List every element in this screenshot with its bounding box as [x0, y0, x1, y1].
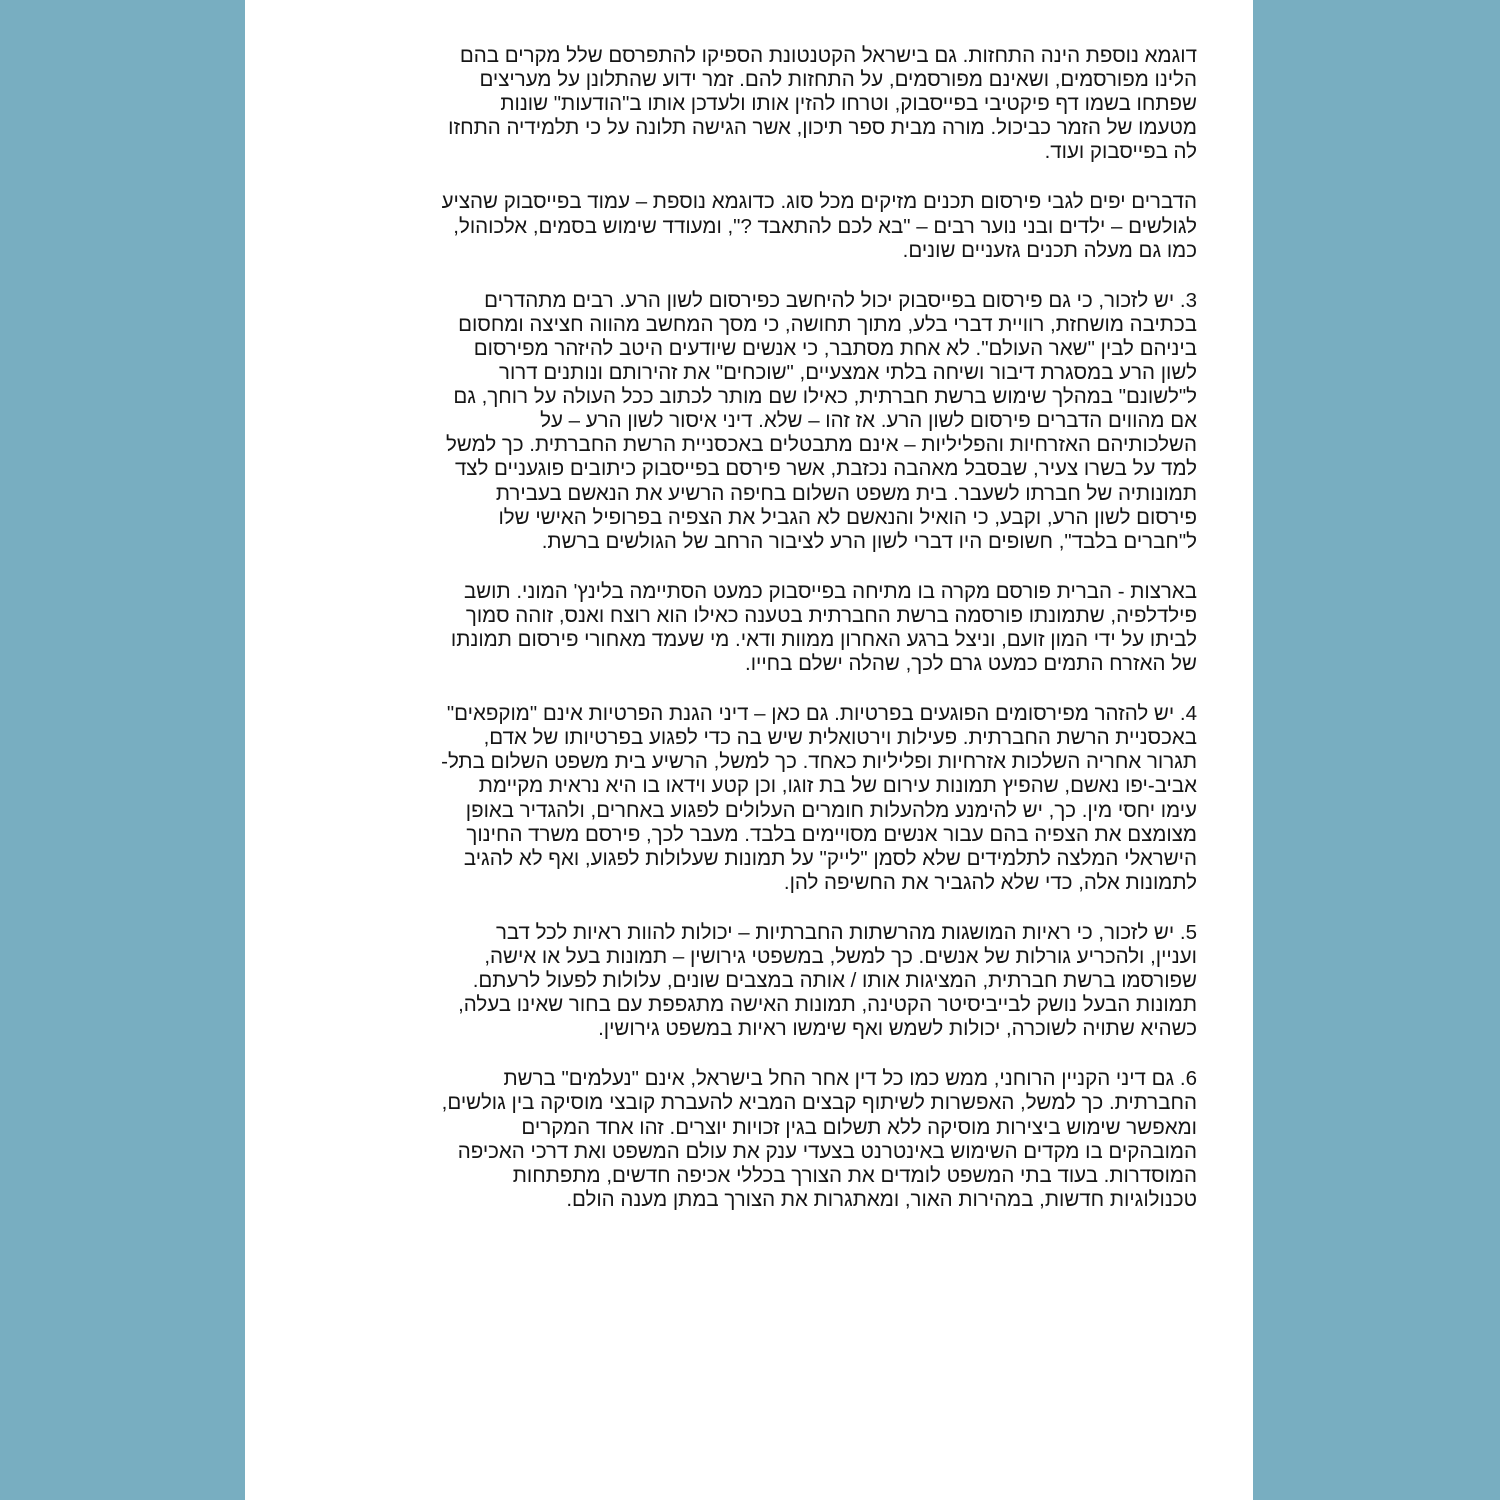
text-line: 3. יש לזכור, כי גם פירסום בפייסבוק יכול להיחשב כפירסום לשון הרע. רבים מתהדרים [484, 288, 1197, 312]
paragraph-section-6-intellectual-property [309, 1067, 1197, 1212]
text-line: מצומצם את הצפיה בהם עבור אנשים מסויימים בלבד. מעבר לכך, פירסם משרד החינוך [466, 822, 1197, 846]
text-line: טכנולוגיות חדשות, במהירות האור, ומאתגרות את הצורך במתן מענה הולם. [566, 1187, 1197, 1211]
text-line: פירסום לשון הרע, וקבע, כי הואיל והנאשם לא הגביל את הצפיה בפרופיל האישי שלו [498, 505, 1197, 529]
text-line: עימו יחסי מין. כך, יש להימנע מלהעלות חומרים העלולים לפגוע באחרים, ולהגדיר באופן [465, 798, 1197, 822]
text-line: לביתו על ידי המון זועם, וניצל ברגע האחרון ממוות ודאי. מי שעמד מאחורי פירסום תמונתו [450, 627, 1197, 651]
text-line: כמו גם מעלה תכנים גזעניים שונים. [902, 238, 1197, 262]
text-line: הישראלי המלצה לתלמידים שלא לסמן "לייק" על תמונות שעלולות לפגוע, ואף לא להגיב [463, 846, 1197, 870]
text-line: ל"חברים בלבד", חשופים היו דברי לשון הרע לציבור הרחב של הגולשים ברשת. [541, 529, 1197, 553]
text-line: אביב-יפו נאשם, שהפיץ תמונות עירום של בת זוגו, וכן קטע וידאו בו היא נראית מקיימת [478, 774, 1197, 798]
text-line: השלכותיהם האזרחיות והפליליות – אינם מתבטלים באכסניית הרשת החברתית. כך למשל [446, 433, 1197, 457]
text-line: ומאפשר שימוש ביצירות מוסיקה ללא תשלום בגין זכויות יוצרים. זהו אחד המקרים [521, 1115, 1197, 1139]
text-line: שפתחו בשמו דף פיקטיבי בפייסבוק, וטרחו להזין אותו ולעדכן אותו ב"הודעות" שונות [500, 92, 1197, 116]
text-line: באכסניית הרשת החברתית. פעילות וירטואלית שיש בה כדי לפגוע בפרטיותו של אדם, [483, 726, 1197, 750]
text-line: של האזרח התמים כמעט גרם לכך, שהלה ישלם בחייו. [745, 652, 1197, 676]
text-line: שפורסמו ברשת חברתית, המציגות אותו / אותה במצבים שונים, עלולות לפעול לרעתם. [472, 969, 1197, 993]
text-line: תמונותיה של חברתו לשעבר. בית משפט השלום בחיפה הרשיע את הנאשם בעבירת [495, 481, 1197, 505]
paragraph-impersonation [309, 44, 1197, 164]
text-line: למד על בשרו צעיר, שבסבל מאהבה נכזבת, אשר פירסם בפייסבוק כיתובים פוגעניים לצד [454, 457, 1197, 481]
text-line: אם מהווים הדברים פירסום לשון הרע. אז זהו – שלא. דיני איסור לשון הרע – על [540, 409, 1197, 433]
text-line: החברתית. כך למשל, האפשרות לשיתוף קבצים המביא להעברת קובצי מוסיקה בין גולשים, [441, 1091, 1197, 1115]
text-line: לשון הרע במסגרת דיבור ושיחה בלתי אמצעיים, "שוכחים" את זהירותם ונותנים דרור [499, 361, 1197, 385]
paragraph-section-4-privacy [309, 702, 1197, 895]
text-line: לתמונות אלה, כדי שלא להגביר את החשיפה להן. [783, 870, 1197, 894]
text-line: תגרור אחריה השלכות אזרחיות ופליליות כאחד. כך למשל, הרשיע בית משפט השלום בתל- [441, 750, 1197, 774]
text-line: ועניין, ולהכריע גורלות של אנשים. כך למשל, במשפטי גירושין – תמונות בעל או אישה, [484, 945, 1197, 968]
text-line: כשהיא שתויה לשוכרה, יכולות לשמש ואף שימשו ראיות במשפט גירושין. [598, 1017, 1197, 1041]
paragraph-section-3-defamation [309, 289, 1197, 554]
text-line: בארצות - הברית פורסם מקרה בו מתיחה בפייסבוק כמעט הסתיימה בלינץ' המוני. תושב [463, 579, 1197, 603]
text-line: המובהקים בו מקדים השימוש באינטרנט בצעדי ענק את עולם המשפט ואת דרכי האכיפה [457, 1139, 1197, 1163]
paragraph-usa-case [309, 580, 1197, 676]
text-line: לגולשים – ילדים ובני נוער רבים – "בא לכם להתאבד ?", ומעודד שימוש בסמים, אלכוהול, [453, 214, 1197, 238]
text-line: פילדלפיה, שתמונתו פורסמה ברשת החברתית בטענה כאילו הוא רוצח ואנס, זוהה סמוך [465, 603, 1197, 627]
text-line: תמונות הבעל נושק לבייביסיטר הקטינה, תמונות האישה מתגפפת עם בחור שאינו בעלה, [458, 993, 1197, 1017]
text-line: ל"לשונם" במהלך שימוש ברשת חברתית, כאילו שם מותר לכתוב ככל העולה על רוחך, גם [453, 385, 1197, 409]
paragraph-section-5-evidence [309, 921, 1197, 1041]
text-line: ביניהם לבין "שאר העולם". לא אחת מסתבר, כי אנשים שיודעים היטב להיזהר מפירסום [473, 336, 1197, 360]
text-line: 4. יש להזהר מפירסומים הפוגעים בפרטיות. גם כאן – דיני הגנת הפרטיות אינם "מוקפאים" [446, 702, 1197, 726]
text-line: בכתיבה מושחזת, רוויית דברי בלע, מתוך תחושה, כי מסך המחשב מהווה חציצה ומחסום [458, 312, 1197, 336]
text-line: 5. יש לזכור, כי ראיות המושגות מהרשתות החברתיות – יכולות להוות ראיות לכל דבר [495, 920, 1197, 944]
text-line: המוסדרות. בעוד בתי המשפט לומדים את הצורך בכללי אכיפה חדשים, מתפתחות [512, 1163, 1197, 1187]
paragraph-harmful-content [309, 190, 1197, 262]
text-line: לה בפייסבוק ועוד. [1044, 140, 1197, 164]
text-line: הלינו מפורסמים, ושאינם מפורסמים, על התחזות להם. זמר ידוע שהתלונן על מעריצים [479, 68, 1197, 92]
text-line: הדברים יפים לגבי פירסום תכנים מזיקים מכל סוג. כדוגמא נוספת – עמוד בפייסבוק שהציע [441, 190, 1197, 214]
text-line: 6. גם דיני הקניין הרוחני, ממש כמו כל דין אחר החל בישראל, אינם "נעלמים" ברשת [503, 1067, 1197, 1091]
text-line: מטעמו של הזמר כביכול. מורה מבית ספר תיכון, אשר הגישה תלונה על כי תלמידיה התחזו [448, 116, 1197, 140]
document-page [245, 0, 1253, 1500]
text-line: דוגמא נוספת הינה התחזות. גם בישראל הקטנטונת הספיקו להתפרסם שלל מקרים בהם [459, 44, 1197, 67]
